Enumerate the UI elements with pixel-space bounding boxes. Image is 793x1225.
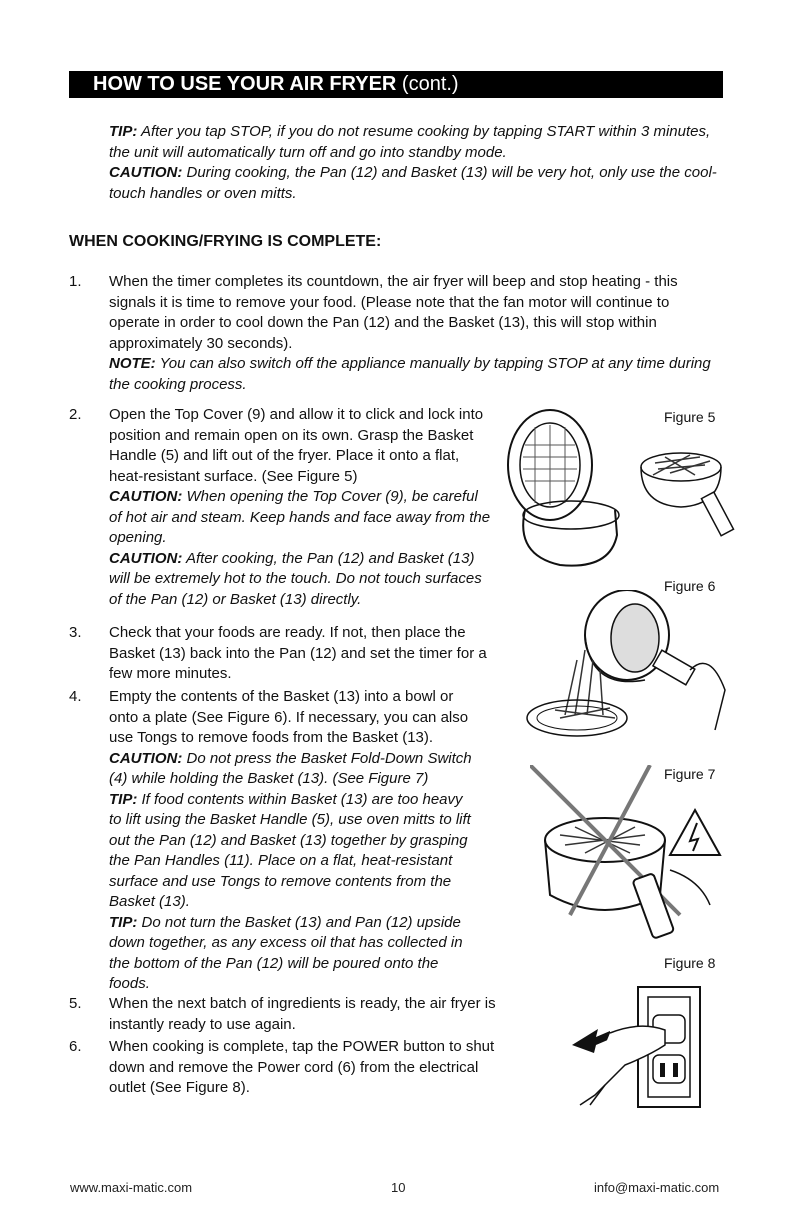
- section-banner: [69, 71, 723, 98]
- item-number: 1.: [69, 273, 82, 290]
- item-text: When cooking is complete, tap the POWER button to shut down and remove the Power cord (6) from the electrical outlet (See Figure 8).: [109, 1038, 495, 1096]
- footer-website: www.maxi-matic.com: [70, 1180, 193, 1195]
- item-number: 4.: [69, 688, 82, 705]
- intro-notes: [109, 122, 719, 204]
- banner-subtitle: (cont.): [396, 73, 459, 95]
- figure-5-label: Figure 5: [664, 409, 716, 425]
- item-number: 5.: [69, 995, 82, 1012]
- item-number: 6.: [69, 1038, 82, 1055]
- item-caution: CAUTION: Do not press the Basket Fold-Down Switch (4) while holding the Basket (13). (See Figure 7): [109, 749, 472, 787]
- figure-7-label: Figure 7: [664, 766, 716, 782]
- fold-down-switch-warning-illustration: [530, 765, 740, 955]
- air-fryer-open-illustration: [495, 395, 745, 575]
- figure-8-label: Figure 8: [664, 955, 716, 971]
- footer-email: info@maxi-matic.com: [594, 1180, 720, 1195]
- item-number: 2.: [69, 406, 82, 423]
- item-text: Empty the contents of the Basket (13) into a bowl or onto a plate (See Figure 6). If necessary, you can also use Tongs to remove foods from the Basket (13).: [109, 688, 469, 746]
- footer-page-number: 10: [391, 1180, 406, 1195]
- section-heading: WHEN COOKING/FRYING IS COMPLETE:: [69, 233, 382, 250]
- item-caution: CAUTION: After cooking, the Pan (12) and Basket (13) will be extremely hot to the touch. Do not touch surfaces of the Pan (12) or Basket (13) directly.: [109, 549, 482, 608]
- item-note: NOTE: You can also switch off the appliance manually by tapping STOP at any time during the cooking process.: [109, 355, 711, 393]
- intro-tip: TIP: After you tap STOP, if you do not resume cooking by tapping START within 3 minutes, the unit will automatically turn off and go into standby mode.: [109, 123, 711, 161]
- figure-6-label: Figure 6: [664, 578, 716, 594]
- unplugging-illustration: [560, 985, 710, 1110]
- item-tip: TIP: If food contents within Basket (13) are too heavy to lift using the Basket Handle (5), use oven mitts to lift out the Pan (12) and Basket (13) together by grasping the Pan Handles (11). Place on a flat, heat-resistant surface and use Tongs to remove contents from the Basket (13).: [109, 790, 471, 910]
- item-text: Open the Top Cover (9) and allow it to click and lock into position and remain open on its own. Grasp the Basket Handle (5) and lift out of the fryer. Place it onto a flat, heat-resistant surface. (See Figure 5): [109, 406, 484, 485]
- banner-title: HOW TO USE YOUR AIR FRYER: [93, 73, 397, 95]
- item-text: When the next batch of ingredients is ready, the air fryer is instantly ready to use again.: [109, 995, 496, 1033]
- emptying-basket-illustration: [515, 590, 730, 750]
- item-text: When the timer completes its countdown, the air fryer will beep and stop heating - this signals it is time to remove your food. (Please note that the fan motor will continue to operate in order to cool down the Pan (12) and the Basket (13), this will stop within approximately 30 seconds).: [109, 273, 678, 352]
- item-tip: TIP: Do not turn the Basket (13) and Pan (12) upside down together, as any excess oil that has collected in the bottom of the Pan (12) will be poured onto the foods.: [109, 913, 463, 992]
- item-caution: CAUTION: When opening the Top Cover (9), be careful of hot air and steam. Keep hands and face away from the opening.: [109, 488, 491, 546]
- item-number: 3.: [69, 624, 82, 641]
- item-text: Check that your foods are ready. If not, then place the Basket (13) back into the Pan (12) and set the timer for a few more minutes.: [109, 624, 487, 682]
- intro-caution: CAUTION: During cooking, the Pan (12) and Basket (13) will be very hot, only use the cool-touch handles or oven mitts.: [109, 164, 717, 202]
